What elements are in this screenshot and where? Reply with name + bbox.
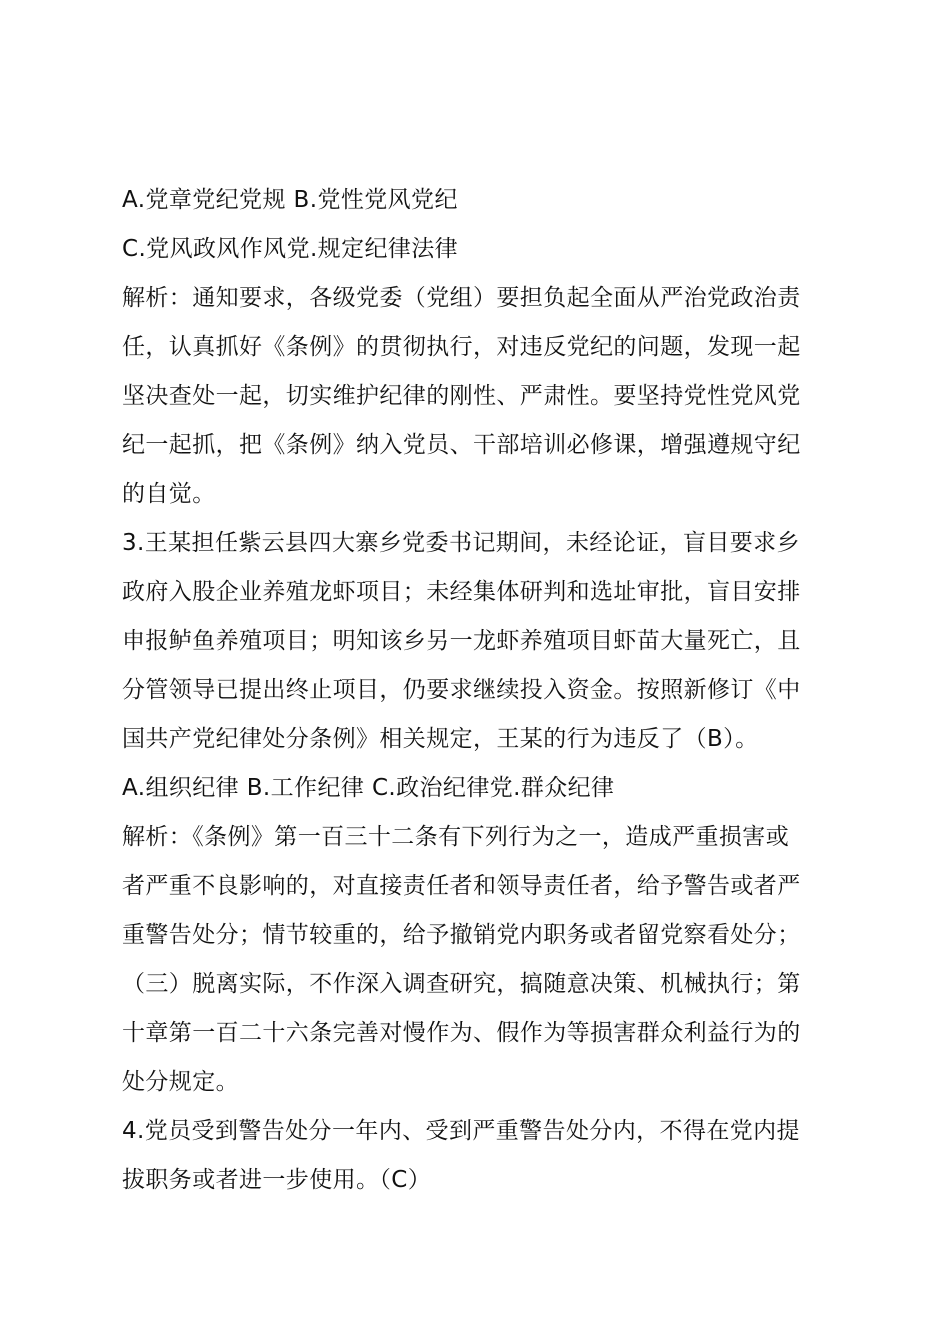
option-line: A.党章党纪党规 B.党性党风党纪 (122, 187, 458, 213)
option-line: C.党风政风作风党.规定纪律法律 (122, 236, 459, 262)
analysis-line: 任，认真抓好《条例》的贯彻执行，对违反党纪的问题，发现一起 (122, 334, 801, 360)
document-body (122, 176, 834, 1205)
analysis-line: 者严重不良影响的，对直接责任者和领导责任者，给予警告或者严 (122, 873, 801, 899)
option-line: A.组织纪律 B.工作纪律 C.政治纪律党.群众纪律 (122, 775, 615, 801)
analysis-line: 十章第一百二十六条完善对慢作为、假作为等损害群众利益行为的 (122, 1020, 801, 1046)
analysis-line: 坚决查处一起，切实维护纪律的刚性、严肃性。要坚持党性党风党 (122, 383, 801, 409)
analysis-line: 解析：《条例》第一百三十二条有下列行为之一，造成严重损害或 (122, 824, 790, 850)
question-line: 拔职务或者进一步使用。（C） (122, 1167, 432, 1193)
analysis-line: （三）脱离实际，不作深入调查研究，搞随意决策、机械执行；第 (122, 971, 801, 997)
analysis-line: 纪一起抓，把《条例》纳入党员、干部培训必修课，增强遵规守纪 (122, 432, 801, 458)
question-line: 4.党员受到警告处分一年内、受到严重警告处分内，不得在党内提 (122, 1118, 800, 1144)
question-line: 分管领导已提出终止项目，仍要求继续投入资金。按照新修订《中 (122, 677, 801, 703)
analysis-line: 解析：通知要求，各级党委（党组）要担负起全面从严治党政治责 (122, 285, 801, 311)
question-line: 国共产党纪律处分条例》相关规定，王某的行为违反了（B）。 (122, 726, 759, 752)
question-line: 3.王某担任紫云县四大寨乡党委书记期间，未经论证，盲目要求乡 (122, 530, 800, 556)
analysis-line: 的自觉。 (122, 481, 216, 507)
question-line: 政府入股企业养殖龙虾项目；未经集体研判和选址审批，盲目安排 (122, 579, 801, 605)
analysis-line: 处分规定。 (122, 1069, 239, 1095)
analysis-line: 重警告处分；情节较重的，给予撤销党内职务或者留党察看处分； (122, 922, 801, 948)
question-line: 申报鲈鱼养殖项目；明知该乡另一龙虾养殖项目虾苗大量死亡，且 (122, 628, 801, 654)
